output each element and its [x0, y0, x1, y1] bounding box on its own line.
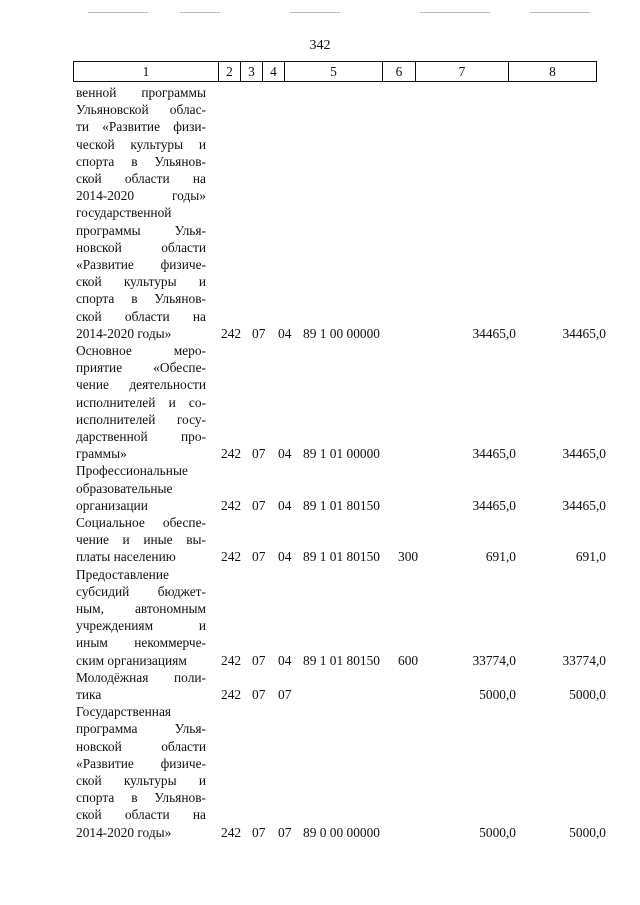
row-description: [76, 703, 206, 841]
description-line: Профессиональные: [76, 463, 188, 479]
description-line: чение и иные вы-: [76, 532, 206, 548]
admin-code: 242: [221, 549, 242, 565]
column-header-5: 5: [285, 62, 383, 82]
description-line: Основное меро-: [76, 343, 206, 358]
description-line: 2014-2020 годы»: [76, 824, 172, 840]
column-header-1: 1: [74, 62, 219, 82]
amount-column-8: 691,0: [575, 549, 606, 565]
row-description: [76, 514, 206, 566]
description-line: образовательные: [76, 480, 173, 496]
description-line: Ульяновской облас-: [76, 102, 206, 118]
table-row: [0, 669, 640, 703]
description-line: ческой культуры и: [76, 136, 206, 152]
subsection-code: 04: [278, 325, 292, 341]
subsection-code: 07: [278, 686, 292, 702]
amount-column-8: 34465,0: [562, 497, 606, 513]
admin-code: 242: [221, 652, 242, 668]
description-line: Молодёжная поли-: [76, 669, 206, 685]
description-line: организации: [76, 497, 148, 513]
description-line: учреждениям и: [76, 618, 206, 634]
table-row: [0, 462, 640, 514]
admin-code: 242: [221, 824, 242, 840]
amount-column-8: 33774,0: [562, 652, 606, 668]
column-header-3: 3: [241, 62, 263, 82]
table-row: [0, 514, 640, 566]
amount-column-7: 691,0: [485, 549, 516, 565]
column-header-8: 8: [509, 62, 597, 82]
amount-column-7: 5000,0: [479, 686, 516, 702]
admin-code: 242: [221, 446, 242, 462]
description-line: программы Улья-: [76, 222, 206, 238]
description-line: ским организациям: [76, 652, 187, 668]
description-line: платы населению: [76, 549, 176, 565]
amount-column-7: 34465,0: [472, 325, 516, 341]
subsection-code: 04: [278, 446, 292, 462]
section-code: 07: [252, 325, 266, 341]
description-line: чение деятельности: [76, 377, 206, 393]
description-line: программа Улья-: [76, 721, 206, 737]
target-article-code: 89 1 01 80150: [303, 497, 380, 513]
section-code: 07: [252, 824, 266, 840]
description-line: «Развитие физиче-: [76, 755, 206, 771]
description-line: новской области: [76, 239, 206, 255]
subsection-code: 04: [278, 549, 292, 565]
section-code: 07: [252, 549, 266, 565]
admin-code: 242: [221, 325, 242, 341]
description-line: спорта в Ульянов-: [76, 291, 206, 307]
target-article-code: 89 1 01 80150: [303, 652, 380, 668]
table-row: [0, 84, 640, 342]
amount-column-7: 34465,0: [472, 446, 516, 462]
subsection-code: 04: [278, 652, 292, 668]
row-description: [76, 342, 206, 462]
row-description: [76, 462, 206, 514]
column-header-7: 7: [416, 62, 509, 82]
description-line: 2014-2020 годы»: [76, 188, 206, 204]
subsection-code: 07: [278, 824, 292, 840]
admin-code: 242: [221, 497, 242, 513]
description-line: Социальное обеспе-: [76, 515, 206, 530]
amount-column-8: 5000,0: [569, 824, 606, 840]
target-article-code: 89 0 00 00000: [303, 824, 380, 840]
section-code: 07: [252, 446, 266, 462]
amount-column-8: 34465,0: [562, 325, 606, 341]
table-row: [0, 703, 640, 841]
row-description: [76, 566, 206, 669]
description-line: «Развитие физиче-: [76, 257, 206, 273]
description-line: ской культуры и: [76, 274, 206, 290]
target-article-code: 89 1 01 80150: [303, 549, 380, 565]
section-code: 07: [252, 686, 266, 702]
amount-column-8: 5000,0: [569, 686, 606, 702]
description-line: граммы»: [76, 446, 127, 462]
table-row: [0, 566, 640, 669]
section-code: 07: [252, 652, 266, 668]
page-number: 342: [309, 38, 331, 53]
target-article-code: 89 1 01 00000: [303, 446, 380, 462]
amount-column-7: 33774,0: [472, 652, 516, 668]
description-line: ской области на: [76, 171, 206, 187]
description-line: субсидий бюджет-: [76, 583, 206, 599]
description-line: спорта в Ульянов-: [76, 153, 206, 169]
amount-column-8: 34465,0: [562, 446, 606, 462]
description-line: ской области на: [76, 308, 206, 324]
description-line: спорта в Ульянов-: [76, 790, 206, 806]
column-header-4: 4: [263, 62, 285, 82]
amount-column-7: 34465,0: [472, 497, 516, 513]
expense-type-code: 300: [398, 549, 419, 565]
description-line: тика: [76, 687, 102, 702]
description-line: ской культуры и: [76, 773, 206, 788]
description-line: ным, автономным: [76, 601, 206, 616]
description-line: венной программы: [76, 85, 206, 100]
description-line: ской области на: [76, 807, 206, 823]
description-line: новской области: [76, 738, 206, 754]
column-header-6: 6: [383, 62, 416, 82]
description-line: иным некоммерче-: [76, 635, 206, 651]
description-line: исполнителей госу-: [76, 411, 206, 427]
description-line: исполнителей и со-: [76, 394, 206, 410]
subsection-code: 04: [278, 497, 292, 513]
target-article-code: 89 1 00 00000: [303, 325, 380, 341]
admin-code: 242: [221, 686, 242, 702]
description-line: Государственная: [76, 704, 172, 720]
description-line: государственной: [76, 205, 172, 221]
amount-column-7: 5000,0: [479, 824, 516, 840]
table-row: [0, 342, 640, 462]
description-line: 2014-2020 годы»: [76, 325, 172, 341]
row-description: [76, 669, 206, 703]
section-code: 07: [252, 497, 266, 513]
description-line: ти «Развитие физи-: [76, 119, 206, 135]
column-header-2: 2: [219, 62, 241, 82]
description-line: приятие «Обеспе-: [76, 360, 206, 376]
row-description: [76, 84, 206, 342]
expense-type-code: 600: [398, 652, 419, 668]
description-line: дарственной про-: [76, 429, 206, 445]
description-line: Предоставление: [76, 566, 169, 582]
